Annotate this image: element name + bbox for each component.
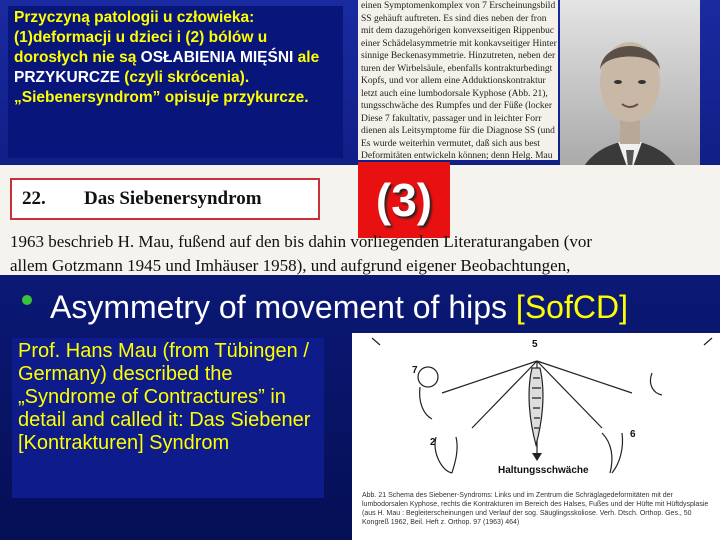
siebener-diagram [352,333,720,540]
bullet-dot-icon [22,295,32,305]
intro-paragraph [8,6,343,110]
german-line: einer Schädelasymmetrie mit konkavseitiger Hinter [361,38,557,49]
diagram-number-2: 2 [430,437,436,448]
intro-emphasis-contractures: PRZYKURCZE [14,69,120,86]
german-line: Kopfs, und vor allem eine Adduktionskontraktur [361,76,546,86]
section-title: Das Siebenersyndrom [84,188,262,209]
diagram-number-6: 6 [630,429,636,440]
german-line: letzt auch eine lumbodorsale Kyphose (Abb. 21), [361,88,548,99]
german-line: sinnige Beckenasymmetrie. Hinzutreten, neben der [361,51,556,61]
marker-badge [358,162,450,238]
mau-line: allem Gotzmann 1945 und Imhäuser 1958), und aufgrund eigener Beobachtungen, [10,256,571,275]
diagram-number-5: 5 [532,339,538,350]
description-text: Prof. Hans Mau (from Tübingen / Germany) described the „Syndrome of Contractures” in detail and called it: Das Siebener [Kontrakturen] Syndrom [18,340,311,454]
bullet-text [50,289,628,326]
mau-line: 1963 beschrieb H. Mau, fußend auf den bis dahin vorliegenden Literaturangaben (vor [10,232,593,251]
german-line: Diese 7 fakultativ, passager und in leichter Forr [361,113,542,124]
german-line: tungsschwäche des Rumpfes und der Füße (locker [361,101,553,111]
german-line: dienen als Leitsymptome für die Diagnose SS (und [361,126,555,136]
german-line: SS gehäuft auftreten. Es sind dies neben der fron [361,13,547,24]
marker-label: (3) [375,174,433,226]
bullet-main-text: Asymmetry of movement of hips [50,289,516,325]
diagram-caption: Abb. 21 Schema des Siebener-Syndroms: Links und im Zentrum die Schräglagedeformitäten mit der lumbodorsalen Kyphose, rechts die Kontrakturen im Bereich des Halses, Fußes und der Hüfte mit Hüftdysplasie (aus H. Mau : Begleiterscheinungen und Verlauf der sog. Säuglingsskoliose. Verh. Dtsch. Orthop. Ges., 50 Kongreß 1962, Beil. Heft z. Orthop. 97 (1963) 464) [362,492,709,526]
diagram-label: Haltungsschwäche [498,465,589,476]
german-text-excerpt [358,0,558,160]
bullet-tag: [SofCD] [515,289,628,325]
german-line: Es wurde weiterhin vermutet, daß sich aus best [361,138,540,149]
intro-part-3: (czyli skrócenia). „Siebenersyndrom” opisuje przykurcze. [14,69,309,106]
german-line: turen der Wirbelsäule, ebenfalls kontrakturbedingt [361,63,553,74]
intro-text-box [8,6,343,158]
intro-part-2: ale [293,49,320,66]
section-number: 22. [22,188,46,209]
description-box [12,338,324,498]
german-line: mit dem dazugehörigen konvexseitigen Rippenbuc [361,26,555,36]
section-heading-box [10,178,320,220]
diagram-number-7: 7 [412,365,418,376]
german-line: Deformitäten entwickeln können; denn Helg. Mau [361,151,553,161]
intro-emphasis-weakness: OSŁABIENIA MIĘŚNI [140,49,294,66]
mau-citation-text [10,230,716,278]
german-line: einen Symptomenkomplex von 7 Erscheinungsbild [361,1,556,11]
intro-part-1: Przyczyną patologii u człowieka: (1)deformacji u dzieci i (2) bólów u dorosłych nie są [14,9,268,66]
